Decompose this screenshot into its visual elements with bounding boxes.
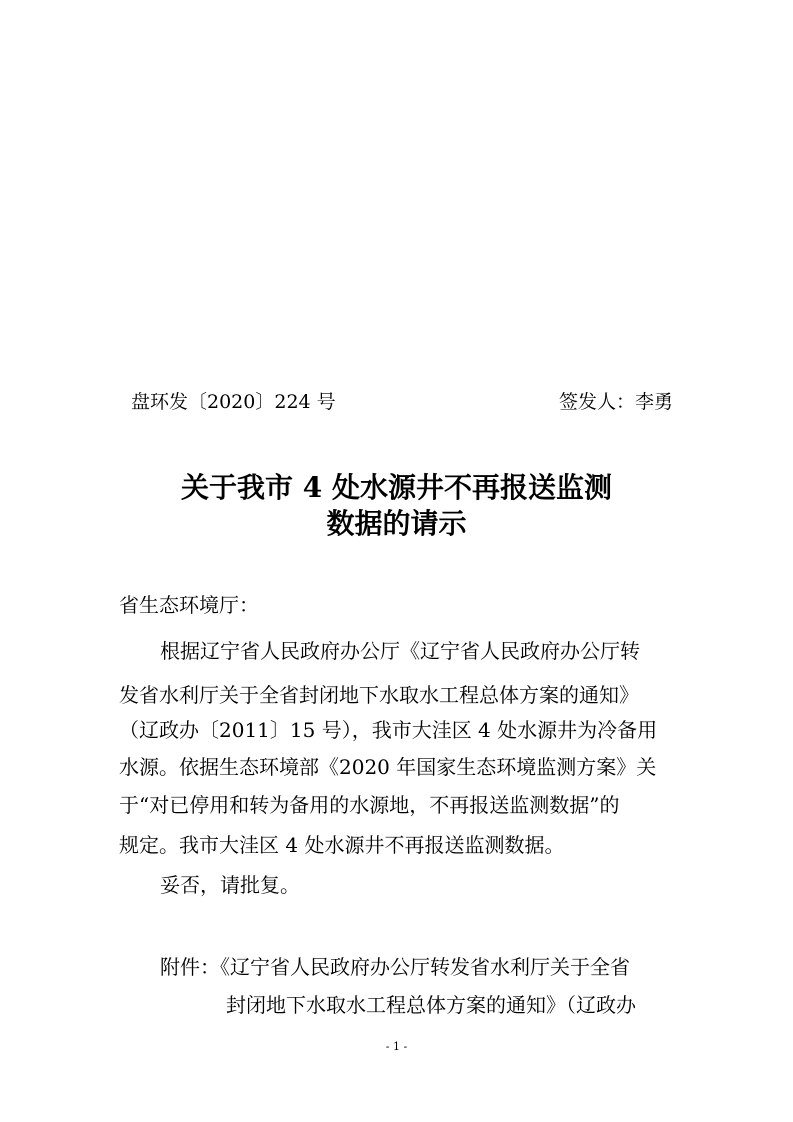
signer: 签发人：李勇 <box>558 391 673 413</box>
body-line: （辽政办〔2011〕15 号），我市大洼区 4 处水源井为冷备用 <box>119 718 658 742</box>
body-line: 于“对已停用和转为备用的水源地，不再报送监测数据”的 <box>119 793 620 817</box>
document-title-line-2: 数据的请示 <box>326 507 467 540</box>
document-number: 盘环发〔2020〕224 号 <box>131 391 336 413</box>
body-line: 规定。我市大洼区 4 处水源井不再报送监测数据。 <box>119 833 565 857</box>
body-line: 水源。依据生态环境部《2020 年国家生态环境监测方案》关 <box>119 755 657 779</box>
document-title-line-1: 关于我市 4 处水源井不再报送监测 <box>181 471 612 504</box>
page-number: - 1 - <box>385 1040 408 1053</box>
closing-request: 妥否，请批复。 <box>160 873 300 897</box>
body-line: 发省水利厅关于全省封闭地下水取水工程总体方案的通知》 <box>119 683 639 707</box>
attachment-line-1: 附件：《辽宁省人民政府办公厅转发省水利厅关于全省 <box>160 955 630 979</box>
body-line: 根据辽宁省人民政府办公厅《辽宁省人民政府办公厅转 <box>160 639 640 663</box>
addressee: 省生态环境厅： <box>119 593 259 617</box>
attachment-line-2: 封闭地下水取水工程总体方案的通知》（辽政办 <box>226 993 636 1017</box>
